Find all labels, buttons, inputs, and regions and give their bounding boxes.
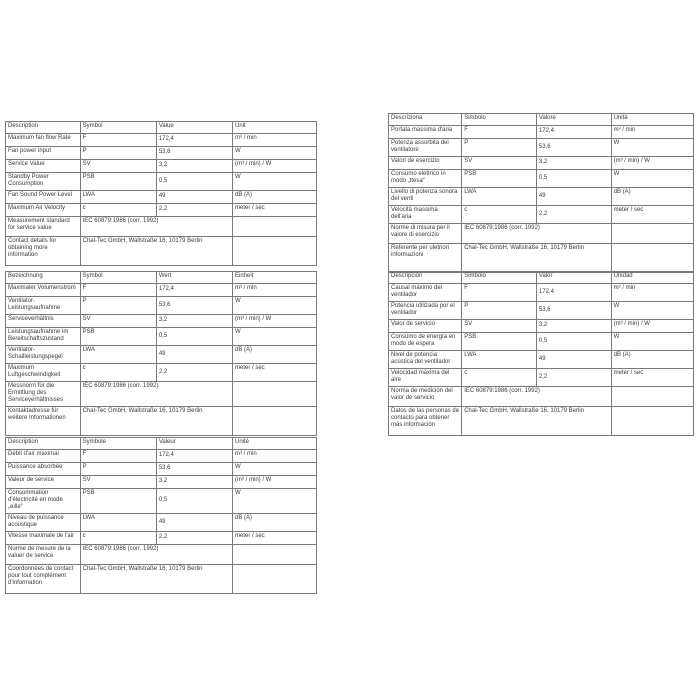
value-cell: 53,6 (156, 463, 232, 476)
row-label: Maximum fan flow Rate (6, 134, 81, 147)
unit-cell: (m³ / min) / W (611, 320, 693, 333)
span-value-cell: Chal-Tec GmbH, Wallstraße 16, 10179 Berlin (80, 407, 232, 436)
symbol-cell: P (80, 297, 156, 315)
value-cell: 49 (156, 514, 232, 532)
row-label: Referente per uletriori informazioni (389, 244, 462, 273)
spec-row (6, 134, 317, 147)
row-label: Niveau de puissance acoustique (6, 514, 81, 532)
spec-table (5, 271, 317, 436)
header-row (389, 114, 694, 126)
spec-row (6, 204, 317, 217)
value-cell: 2,2 (156, 532, 232, 545)
value-cell: 3,2 (156, 476, 232, 489)
unit-cell: m³ / min (233, 134, 317, 147)
unit-cell: meter / sec (611, 206, 693, 224)
spec-row (6, 364, 317, 382)
spec-row (389, 139, 694, 157)
empty-unit-cell (611, 407, 693, 436)
unit-cell: W (233, 173, 317, 191)
spec-row (389, 387, 694, 407)
symbol-cell: P (80, 463, 156, 476)
unit-cell: meter / sec (611, 369, 693, 387)
symbol-cell: c (80, 204, 156, 217)
row-label: Measurement standard for service value (6, 217, 81, 237)
unit-cell: dB (A) (611, 188, 693, 206)
row-label: Fan power input (6, 147, 81, 160)
spec-row (389, 206, 694, 224)
symbol-cell: SV (80, 160, 156, 173)
header-row (6, 122, 317, 134)
row-label: Norme de mesure de la valuer de service (6, 545, 81, 565)
column-header: Descriziona (389, 114, 462, 126)
unit-cell: dB (A) (233, 514, 317, 532)
row-label: Portata massima d'aria (389, 126, 462, 139)
spec-row (6, 160, 317, 173)
row-label: Potencia utilizada por el ventilador (389, 302, 462, 320)
spec-row (6, 217, 317, 237)
spec-table-italian (388, 113, 694, 273)
unit-cell: W (611, 139, 693, 157)
spec-table-french (5, 437, 317, 594)
row-label: Norme di misura per il valore di esercizio (389, 224, 462, 244)
symbol-cell: LWA (80, 191, 156, 204)
row-label: Consommation d'électricité en mode „eille“ (6, 489, 81, 514)
column-header: Valeur (156, 438, 232, 450)
column-header: Wert (156, 272, 232, 284)
symbol-cell: P (80, 147, 156, 160)
spec-row (6, 173, 317, 191)
spec-row (389, 157, 694, 170)
symbol-cell: LWA (462, 351, 537, 369)
value-cell: 3,2 (156, 160, 232, 173)
spec-row (389, 170, 694, 188)
row-label: Potenza assorbita del ventilatore (389, 139, 462, 157)
row-label: Valori de esercizio (389, 157, 462, 170)
spec-row (389, 224, 694, 244)
value-cell: 53,6 (156, 147, 232, 160)
value-cell: 172,4 (156, 134, 232, 147)
column-header: Descripción (389, 272, 462, 284)
row-label: Standby Power Consumption (6, 173, 81, 191)
value-cell: 49 (536, 188, 611, 206)
row-label: Leistungsaufnahme im Bereitschaftszustand (6, 328, 81, 346)
row-label: Contact details for obtaining more information (6, 237, 81, 266)
symbol-cell: SV (80, 315, 156, 328)
value-cell: 53,6 (536, 139, 611, 157)
column-header: Bezeichnung (6, 272, 81, 284)
symbol-cell: F (462, 284, 537, 302)
spec-row (389, 351, 694, 369)
spec-row (389, 244, 694, 273)
value-cell: 0,5 (156, 489, 232, 514)
row-label: Valeur de service (6, 476, 81, 489)
span-value-cell: Chal-Tec GmbH, Wallstraße 16, 10179 Berlin (80, 565, 232, 594)
value-cell: 172,4 (536, 284, 611, 302)
unit-cell: (m³ / min) / W (233, 315, 317, 328)
spec-row (6, 407, 317, 436)
empty-unit-cell (611, 244, 693, 273)
spec-row (389, 284, 694, 302)
span-value-cell: Chal-Tec GmbH, Wallstraße 16, 10179 Berlin (462, 407, 611, 436)
unit-cell: W (233, 489, 317, 514)
value-cell: 0,5 (156, 173, 232, 191)
symbol-cell: LWA (80, 514, 156, 532)
column-header: Unità (611, 114, 693, 126)
unit-cell: W (611, 170, 693, 188)
column-header: Valore (536, 114, 611, 126)
spec-row (6, 191, 317, 204)
symbol-cell: c (462, 206, 537, 224)
spec-row (6, 489, 317, 514)
spec-row (6, 346, 317, 364)
unit-cell: dB (A) (611, 351, 693, 369)
column-header: Simbolo (462, 114, 537, 126)
empty-unit-cell (611, 387, 693, 407)
empty-unit-cell (233, 217, 317, 237)
spec-row (6, 284, 317, 297)
unit-cell: m³ / min (233, 284, 317, 297)
unit-cell: meter / sec (233, 532, 317, 545)
row-label: Consumo elettrico in modo „ttesa“ (389, 170, 462, 188)
column-header: Description (6, 438, 81, 450)
spec-row (6, 237, 317, 266)
span-value-cell: IEC 60879:1986 (corr. 1992) (80, 217, 232, 237)
column-header: Symbol (80, 122, 156, 134)
symbol-cell: PSB (80, 489, 156, 514)
symbol-cell: SV (462, 157, 537, 170)
symbol-cell: PSB (462, 333, 537, 351)
value-cell: 0,5 (536, 170, 611, 188)
symbol-cell: P (462, 139, 537, 157)
spec-row (6, 297, 317, 315)
symbol-cell: F (80, 450, 156, 463)
row-label: Norma de medición del valor de servicio (389, 387, 462, 407)
value-cell: 3,2 (536, 320, 611, 333)
unit-cell: dB (A) (233, 191, 317, 204)
value-cell: 172,4 (156, 450, 232, 463)
value-cell: 172,4 (156, 284, 232, 297)
spec-row (389, 188, 694, 206)
row-label: Velocità massima dell'aria (389, 206, 462, 224)
column-header: Einheit (233, 272, 317, 284)
column-header: Description (6, 122, 81, 134)
value-cell: 0,5 (156, 328, 232, 346)
symbol-cell: SV (462, 320, 537, 333)
spec-row (6, 328, 317, 346)
column-header: Unit (233, 122, 317, 134)
spec-row (389, 407, 694, 436)
row-label: Valor de servicio (389, 320, 462, 333)
unit-cell: W (233, 297, 317, 315)
row-label: Serviceverhältnis (6, 315, 81, 328)
value-cell: 3,2 (156, 315, 232, 328)
spec-table (388, 113, 694, 273)
span-value-cell: IEC 60879:1986 (corr. 1992) (462, 387, 611, 407)
empty-unit-cell (233, 382, 317, 407)
spec-table-german (5, 271, 317, 436)
symbol-cell: c (80, 532, 156, 545)
symbol-cell: P (462, 302, 537, 320)
spec-table-spanish (388, 271, 694, 436)
symbol-cell: F (462, 126, 537, 139)
row-label: Messnorm für die Ermittlung des Serviceverhältnisses (6, 382, 81, 407)
unit-cell: W (233, 328, 317, 346)
row-label: Ventilator-Leistungsaufnahme (6, 297, 81, 315)
value-cell: 53,6 (536, 302, 611, 320)
column-header: Symbole (80, 438, 156, 450)
row-label: Nivel de potencia acústica del ventilador (389, 351, 462, 369)
spec-table (388, 271, 694, 436)
spec-row (6, 147, 317, 160)
spec-row (6, 463, 317, 476)
spec-row (6, 382, 317, 407)
spec-row (6, 565, 317, 594)
value-cell: 53,6 (156, 297, 232, 315)
column-header: Unidad (611, 272, 693, 284)
row-label: Maximum Luftgeschwindigkeit (6, 364, 81, 382)
span-value-cell: Chal-Tec GmbH, Wallstraße 16, 10179 Berlin (80, 237, 232, 266)
spec-row (389, 126, 694, 139)
spec-row (389, 369, 694, 387)
value-cell: 49 (536, 351, 611, 369)
spec-row (6, 476, 317, 489)
spec-row (389, 302, 694, 320)
row-label: Puissance absorbée (6, 463, 81, 476)
empty-unit-cell (233, 237, 317, 266)
row-label: Ventilator-Schallleistungspegel (6, 346, 81, 364)
value-cell: 2,2 (156, 364, 232, 382)
unit-cell: meter / sec (233, 204, 317, 217)
row-label: Vitesse maximale de l'air (6, 532, 81, 545)
column-header: Symbol (80, 272, 156, 284)
row-label: Maximaler Volumenstrom (6, 284, 81, 297)
value-cell: 3,2 (536, 157, 611, 170)
unit-cell: m³ / min (611, 126, 693, 139)
unit-cell: m³ / min (611, 284, 693, 302)
symbol-cell: LWA (80, 346, 156, 364)
symbol-cell: LWA (462, 188, 537, 206)
row-label: Livello di potenza sonora del venti (389, 188, 462, 206)
spec-row (6, 545, 317, 565)
empty-unit-cell (233, 545, 317, 565)
symbol-cell: PSB (80, 173, 156, 191)
spec-table-english (5, 121, 317, 266)
row-label: Coordonnées de contact pour tout complément d'information (6, 565, 81, 594)
empty-unit-cell (233, 565, 317, 594)
row-label: Débit d'air maximal (6, 450, 81, 463)
row-label: Service Value (6, 160, 81, 173)
spec-row (6, 315, 317, 328)
header-row (6, 272, 317, 284)
spec-row (6, 450, 317, 463)
symbol-cell: F (80, 284, 156, 297)
unit-cell: meter / sec (233, 364, 317, 382)
row-label: Velocidad máxima del aire (389, 369, 462, 387)
unit-cell: (m³ / min) / W (233, 476, 317, 489)
value-cell: 49 (156, 346, 232, 364)
empty-unit-cell (233, 407, 317, 436)
value-cell: 2,2 (536, 206, 611, 224)
empty-unit-cell (611, 224, 693, 244)
column-header: Unité (233, 438, 317, 450)
spec-table (5, 437, 317, 594)
value-cell: 172,4 (536, 126, 611, 139)
unit-cell: W (233, 147, 317, 160)
unit-cell: W (611, 302, 693, 320)
spec-row (6, 514, 317, 532)
symbol-cell: c (462, 369, 537, 387)
value-cell: 2,2 (156, 204, 232, 217)
span-value-cell: IEC 60879:1986 (corr. 1992) (462, 224, 611, 244)
symbol-cell: F (80, 134, 156, 147)
symbol-cell: c (80, 364, 156, 382)
row-label: Maximum Air Velocity (6, 204, 81, 217)
spec-row (389, 333, 694, 351)
symbol-cell: PSB (80, 328, 156, 346)
unit-cell: m³ / min (233, 450, 317, 463)
spec-row (6, 532, 317, 545)
unit-cell: dB (A) (233, 346, 317, 364)
unit-cell: W (233, 463, 317, 476)
span-value-cell: IEC 60879:1986 (corr. 1992) (80, 545, 232, 565)
unit-cell: W (611, 333, 693, 351)
value-cell: 0,5 (536, 333, 611, 351)
span-value-cell: IEC 60879:1986 (corr. 1992) (80, 382, 232, 407)
value-cell: 2,2 (536, 369, 611, 387)
column-header: Valor (536, 272, 611, 284)
spec-row (389, 320, 694, 333)
value-cell: 49 (156, 191, 232, 204)
spec-table (5, 121, 317, 266)
row-label: Fan Sound Power Level (6, 191, 81, 204)
header-row (6, 438, 317, 450)
row-label: Consumo de energía en modo de espera (389, 333, 462, 351)
column-header: Simbolo (462, 272, 537, 284)
span-value-cell: Chal-Tec GmbH, Wallstraße 16, 10179 Berlin (462, 244, 611, 273)
column-header: Value (156, 122, 232, 134)
row-label: Datos de las personas de contacto para obtener más información (389, 407, 462, 436)
row-label: Causal máximo del ventilador (389, 284, 462, 302)
unit-cell: (m³ / min) / W (233, 160, 317, 173)
unit-cell: (m³ / min) / W (611, 157, 693, 170)
row-label: Kontaktadresse für weitere Informationen (6, 407, 81, 436)
symbol-cell: SV (80, 476, 156, 489)
symbol-cell: PSB (462, 170, 537, 188)
header-row (389, 272, 694, 284)
